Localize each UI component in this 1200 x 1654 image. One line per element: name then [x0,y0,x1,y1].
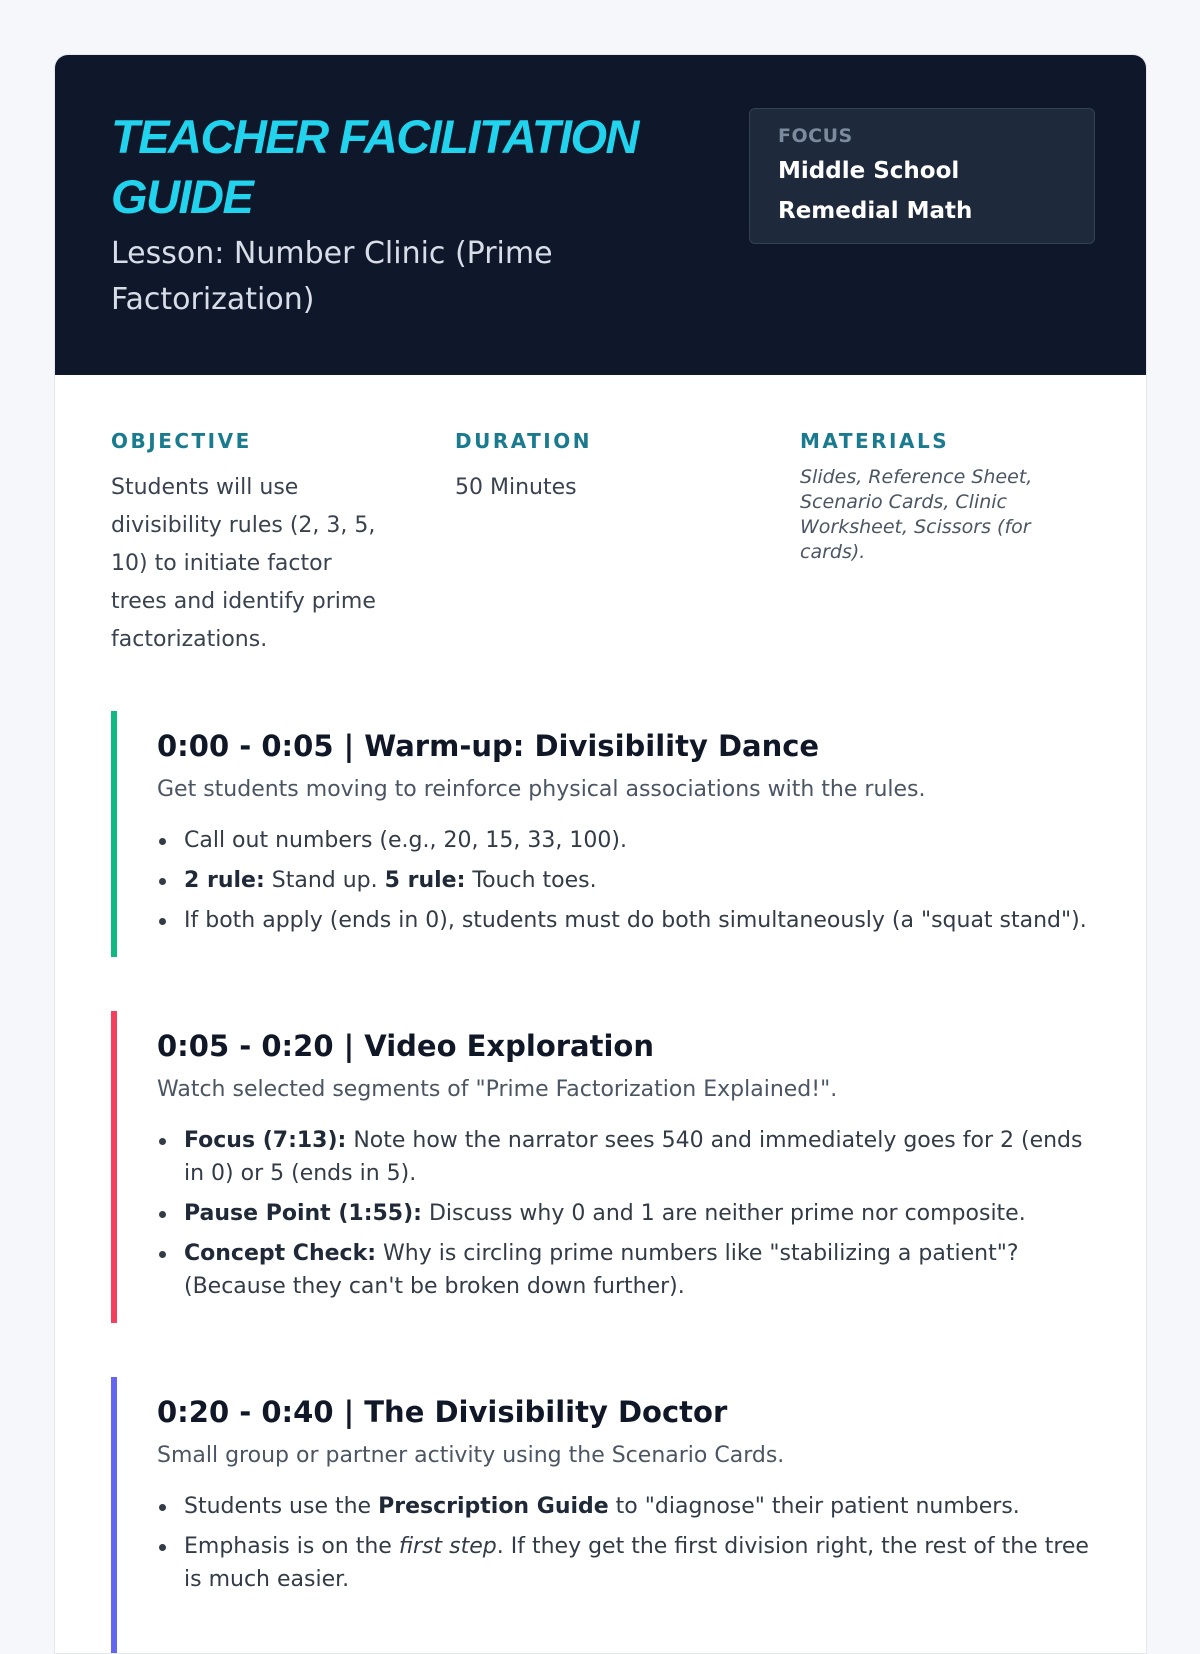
materials-text: Slides, Reference Sheet, Scenario Cards, Clinic Worksheet, Scissors (for cards). [800,466,1033,563]
list-item: 2 rule: Stand up. 5 rule: Touch toes. [157,864,1090,897]
duration-label: DURATION [455,429,592,453]
section-list [157,1490,1090,1596]
guide-card [54,54,1147,1654]
list-item: Call out numbers (e.g., 20, 15, 33, 100). [157,824,1090,857]
duration-text: 50 Minutes [455,475,577,500]
section-divisibility-doctor [111,1377,1090,1654]
section-list [157,824,1090,937]
section-warm-up [111,711,1090,957]
list-item: Emphasis is on the first step. If they get the first division right, the rest of the tree is much easier. [157,1530,1090,1596]
section-accent-bar [111,1377,117,1654]
objective-block [111,429,411,659]
guide-header [55,55,1146,375]
list-item: Students use the Prescription Guide to "diagnose" their patient numbers. [157,1490,1090,1523]
materials-block [800,429,1100,565]
section-title: 0:20 - 0:40 | The Divisibility Doctor [157,1395,728,1429]
section-accent-bar [111,1011,117,1323]
section-title: 0:05 - 0:20 | Video Exploration [157,1029,654,1063]
materials-label: MATERIALS [800,429,950,453]
duration-block [455,429,755,507]
list-item: Pause Point (1:55): Discuss why 0 and 1 are neither prime nor composite. [157,1197,1090,1230]
section-title: 0:00 - 0:05 | Warm-up: Divisibility Dance [157,729,820,763]
section-accent-bar [111,711,117,957]
focus-box [749,108,1095,244]
lesson-subtitle: Lesson: Number Clinic (Prime Factorization) [111,236,553,317]
objective-label: OBJECTIVE [111,429,252,453]
focus-label: FOCUS [778,125,853,147]
section-list [157,1124,1090,1303]
objective-text: Students will use divisibility rules (2, 3, 5, 10) to initiate factor trees and identify prime factorizations. [111,475,376,652]
section-description: Get students moving to reinforce physical associations with the rules. [157,777,926,802]
list-item: Concept Check: Why is circling prime numbers like "stabilizing a patient"? (Because they can't be broken down further). [157,1237,1090,1303]
focus-value: Middle School Remedial Math [778,158,973,224]
section-description: Watch selected segments of "Prime Factorization Explained!". [157,1077,838,1102]
section-video-exploration [111,1011,1090,1323]
section-description: Small group or partner activity using the Scenario Cards. [157,1443,785,1468]
list-item: If both apply (ends in 0), students must do both simultaneously (a "squat stand"). [157,904,1090,937]
lesson-meta [111,429,1090,669]
list-item: Focus (7:13): Note how the narrator sees 540 and immediately goes for 2 (ends in 0) or 5 (ends in 5). [157,1124,1090,1190]
page-title: TEACHER FACILITATION GUIDE [111,110,639,223]
